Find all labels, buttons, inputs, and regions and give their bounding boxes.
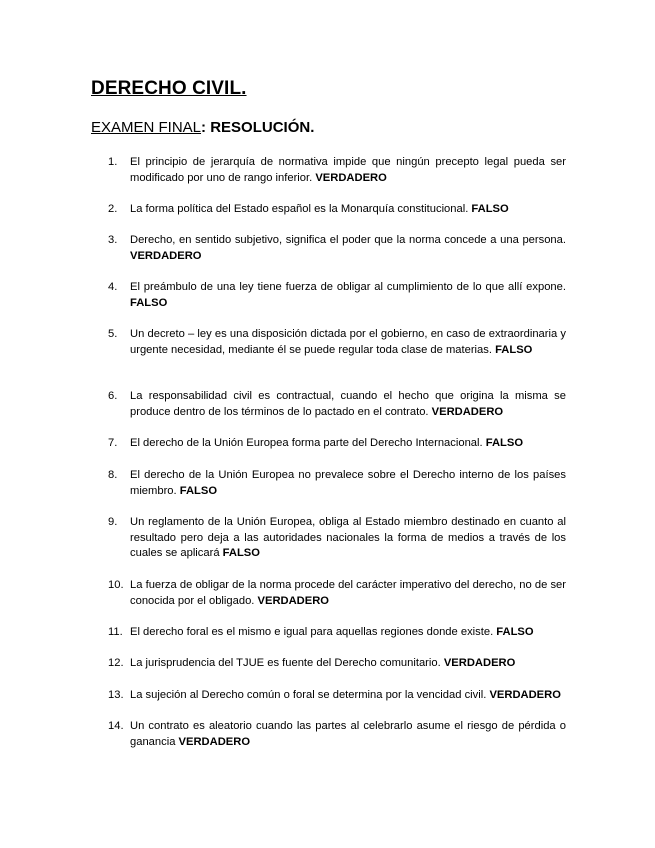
question-item: [108, 656, 566, 672]
question-number: 10.: [108, 579, 124, 591]
question-number: 13.: [108, 689, 124, 701]
question-item: [108, 436, 566, 452]
question-text: Derecho, en sentido subjetivo, significa el poder que la norma concede a una persona.: [130, 234, 566, 246]
question-text: El derecho foral es el mismo e igual para aquellas regiones donde existe.: [130, 626, 497, 638]
question-number: 11.: [108, 626, 123, 638]
question-answer: FALSO: [485, 437, 524, 449]
question-item: [108, 327, 566, 358]
question-number: 6.: [108, 390, 118, 402]
question-text: La jurisprudencia del TJUE es fuente del Derecho comunitario.: [130, 657, 444, 669]
question-item: [108, 688, 566, 704]
question-answer: VERDADERO: [443, 657, 516, 669]
question-answer: VERDADERO: [130, 249, 202, 262]
question-number: 14.: [108, 720, 124, 732]
question-item: [108, 719, 566, 750]
question-number: 7.: [108, 437, 118, 449]
question-item: [108, 233, 566, 264]
question-text: El derecho de la Unión Europea forma parte del Derecho Internacional.: [130, 437, 486, 449]
question-number: 9.: [108, 516, 118, 528]
question-answer: VERDADERO: [257, 594, 329, 607]
question-answer: VERDADERO: [489, 689, 561, 701]
question-number: 8.: [108, 469, 118, 481]
question-answer: FALSO: [179, 484, 218, 497]
question-text: Un reglamento de la Unión Europea, obliga al Estado miembro destinado en cuanto al resultado pero deja a las autoridades nacionales la forma de medios a través de los cuales se aplicará: [130, 516, 566, 559]
question-item: [108, 280, 566, 311]
question-number: 3.: [108, 234, 118, 246]
question-text: Un decreto – ley es una disposición dictada por el gobierno, en caso de extraordinaria y urgente necesidad, mediante él se puede regular toda clase de materias.: [130, 328, 566, 356]
question-answer: FALSO: [496, 626, 534, 638]
question-number: 1.: [108, 156, 118, 168]
question-text: La responsabilidad civil es contractual, cuando el hecho que origina la misma se produce dentro de los términos de lo pactado en el contrato.: [130, 390, 566, 418]
question-answer: FALSO: [495, 343, 533, 356]
question-item: [108, 389, 566, 420]
question-item: [108, 515, 566, 562]
resolution-label: : RESOLUCIÓN.: [201, 119, 315, 136]
question-number: 2.: [108, 203, 118, 215]
question-text: La sujeción al Derecho común o foral se determina por la vencidad civil.: [130, 689, 490, 701]
question-text: El principio de jerarquía de normativa impide que ningún precepto legal pueda ser modificado por uno de rango inferior.: [130, 156, 566, 184]
exam-label: EXAMEN FINAL: [91, 119, 202, 136]
document-subtitle: [91, 119, 314, 136]
question-text: El derecho de la Unión Europea no prevalece sobre el Derecho interno de los países miembro.: [130, 469, 566, 497]
question-item: [108, 468, 566, 499]
question-answer: FALSO: [130, 296, 168, 309]
question-answer: VERDADERO: [315, 171, 387, 184]
question-text: El preámbulo de una ley tiene fuerza de obligar al cumplimiento de lo que allí expone.: [130, 281, 566, 293]
question-number: 4.: [108, 281, 118, 293]
question-answer: FALSO: [222, 547, 260, 559]
question-number: 5.: [108, 328, 118, 340]
question-text: La fuerza de obligar de la norma procede del carácter imperativo del derecho, no de ser conocida por el obligado.: [130, 579, 566, 607]
question-item: [108, 155, 566, 186]
question-answer: VERDADERO: [178, 735, 251, 748]
question-text: Un contrato es aleatorio cuando las partes al celebrarlo asume el riesgo de pérdida o ganancia: [130, 720, 566, 748]
question-item: [108, 578, 566, 609]
question-item: [108, 625, 566, 641]
question-item: [108, 202, 566, 218]
question-answer: VERDADERO: [431, 405, 504, 418]
question-answer: FALSO: [471, 203, 509, 215]
question-text: La forma política del Estado español es la Monarquía constitucional.: [130, 203, 472, 215]
document-title: DERECHO CIVIL.: [91, 78, 247, 99]
question-number: 12.: [108, 657, 124, 669]
